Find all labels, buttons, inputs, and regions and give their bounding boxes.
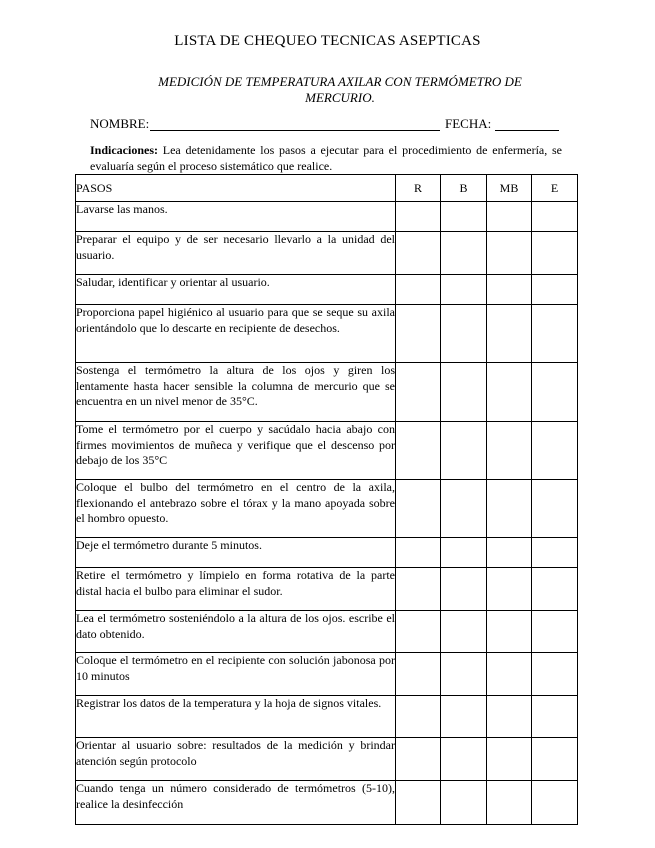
cell-mb[interactable] [487, 275, 532, 305]
cell-mb[interactable] [487, 422, 532, 480]
step-text: Preparar el equipo y de ser necesario llevarlo a la unidad del usuario. [76, 232, 396, 275]
table-row [76, 696, 578, 738]
header-b: B [441, 175, 487, 202]
table-row [76, 422, 578, 480]
step-text: Proporciona papel higiénico al usuario para que se seque su axila orientándolo que lo descarte en recipiente de desechos. [76, 305, 396, 363]
step-text: Tome el termómetro por el cuerpo y sacúdalo hacia abajo con firmes movimientos de muñeca y verifique que el descenso por debajo de los 35°C [76, 422, 396, 480]
document-title: LISTA DE CHEQUEO TECNICAS ASEPTICAS [174, 33, 481, 49]
cell-r[interactable] [396, 232, 441, 275]
cell-r[interactable] [396, 738, 441, 781]
header-mb: MB [487, 175, 532, 202]
name-field-line[interactable] [150, 129, 440, 131]
step-text: Retire el termómetro y límpielo en forma rotativa de la parte distal hacia el bulbo para eliminar el sudor. [76, 568, 396, 611]
header-r: R [396, 175, 441, 202]
cell-mb[interactable] [487, 696, 532, 738]
cell-e[interactable] [532, 538, 578, 568]
checklist-table [75, 174, 578, 825]
cell-b[interactable] [441, 653, 487, 696]
table-row [76, 305, 578, 363]
cell-b[interactable] [441, 275, 487, 305]
cell-r[interactable] [396, 781, 441, 825]
cell-b[interactable] [441, 611, 487, 653]
instructions-text: Lea detenidamente los pasos a ejecutar para el procedimiento de enfermería, se evaluaría según el proceso sistemático que realice. [90, 143, 562, 173]
table-row [76, 538, 578, 568]
cell-b[interactable] [441, 538, 487, 568]
cell-mb[interactable] [487, 538, 532, 568]
cell-r[interactable] [396, 696, 441, 738]
cell-e[interactable] [532, 363, 578, 422]
step-text: Orientar al usuario sobre: resultados de la medición y brindar atención según protocolo [76, 738, 396, 781]
cell-e[interactable] [532, 305, 578, 363]
date-field-line[interactable] [495, 129, 559, 131]
step-text: Coloque el termómetro en el recipiente con solución jabonosa por 10 minutos [76, 653, 396, 696]
cell-r[interactable] [396, 568, 441, 611]
cell-b[interactable] [441, 696, 487, 738]
cell-e[interactable] [532, 611, 578, 653]
table-row [76, 202, 578, 232]
cell-mb[interactable] [487, 653, 532, 696]
cell-r[interactable] [396, 611, 441, 653]
cell-e[interactable] [532, 202, 578, 232]
cell-b[interactable] [441, 781, 487, 825]
table-row [76, 232, 578, 275]
cell-b[interactable] [441, 422, 487, 480]
cell-e[interactable] [532, 653, 578, 696]
table-row [76, 480, 578, 538]
cell-r[interactable] [396, 305, 441, 363]
instructions [90, 143, 562, 174]
step-text: Lavarse las manos. [76, 202, 396, 232]
cell-r[interactable] [396, 480, 441, 538]
cell-r[interactable] [396, 202, 441, 232]
header-e: E [532, 175, 578, 202]
cell-e[interactable] [532, 232, 578, 275]
cell-r[interactable] [396, 363, 441, 422]
cell-mb[interactable] [487, 363, 532, 422]
table-row [76, 653, 578, 696]
step-text: Lea el termómetro sosteniéndolo a la altura de los ojos. escribe el dato obtenido. [76, 611, 396, 653]
step-text: Deje el termómetro durante 5 minutos. [76, 538, 396, 568]
step-text: Saludar, identificar y orientar al usuario. [76, 275, 396, 305]
cell-r[interactable] [396, 653, 441, 696]
cell-mb[interactable] [487, 611, 532, 653]
step-text: Cuando tenga un número considerado de termómetros (5-10), realice la desinfección [76, 781, 396, 825]
cell-b[interactable] [441, 232, 487, 275]
step-text: Coloque el bulbo del termómetro en el centro de la axila, flexionando el antebrazo sobre el tórax y la mano apoyada sobre el hombro opuesto. [76, 480, 396, 538]
cell-mb[interactable] [487, 738, 532, 781]
table-header-row [76, 175, 578, 202]
cell-r[interactable] [396, 538, 441, 568]
cell-e[interactable] [532, 568, 578, 611]
table-row [76, 363, 578, 422]
cell-b[interactable] [441, 738, 487, 781]
cell-b[interactable] [441, 480, 487, 538]
header-pasos: PASOS [76, 175, 396, 202]
cell-b[interactable] [441, 363, 487, 422]
step-text: Registrar los datos de la temperatura y la hoja de signos vitales. [76, 696, 396, 738]
cell-b[interactable] [441, 202, 487, 232]
cell-b[interactable] [441, 305, 487, 363]
cell-r[interactable] [396, 275, 441, 305]
cell-mb[interactable] [487, 480, 532, 538]
table-row [76, 611, 578, 653]
cell-mb[interactable] [487, 568, 532, 611]
name-date-row [90, 116, 560, 134]
cell-mb[interactable] [487, 305, 532, 363]
cell-e[interactable] [532, 738, 578, 781]
cell-e[interactable] [532, 781, 578, 825]
cell-e[interactable] [532, 480, 578, 538]
cell-mb[interactable] [487, 202, 532, 232]
document-subtitle: MEDICIÓN DE TEMPERATURA AXILAR CON TERMÓMETRO DE MERCURIO. [158, 74, 522, 105]
cell-r[interactable] [396, 422, 441, 480]
table-row [76, 738, 578, 781]
cell-mb[interactable] [487, 781, 532, 825]
step-text: Sostenga el termómetro la altura de los ojos y giren los lentamente hasta hacer sensible la columna de mercurio que se encuentra en un nivel menor de 35°C. [76, 363, 396, 422]
table-row [76, 275, 578, 305]
cell-mb[interactable] [487, 232, 532, 275]
name-label: NOMBRE: [90, 116, 150, 131]
table-row [76, 568, 578, 611]
table-row [76, 781, 578, 825]
cell-b[interactable] [441, 568, 487, 611]
cell-e[interactable] [532, 275, 578, 305]
cell-e[interactable] [532, 696, 578, 738]
cell-e[interactable] [532, 422, 578, 480]
instructions-label: Indicaciones: [90, 143, 159, 157]
date-label: FECHA: [445, 116, 492, 131]
